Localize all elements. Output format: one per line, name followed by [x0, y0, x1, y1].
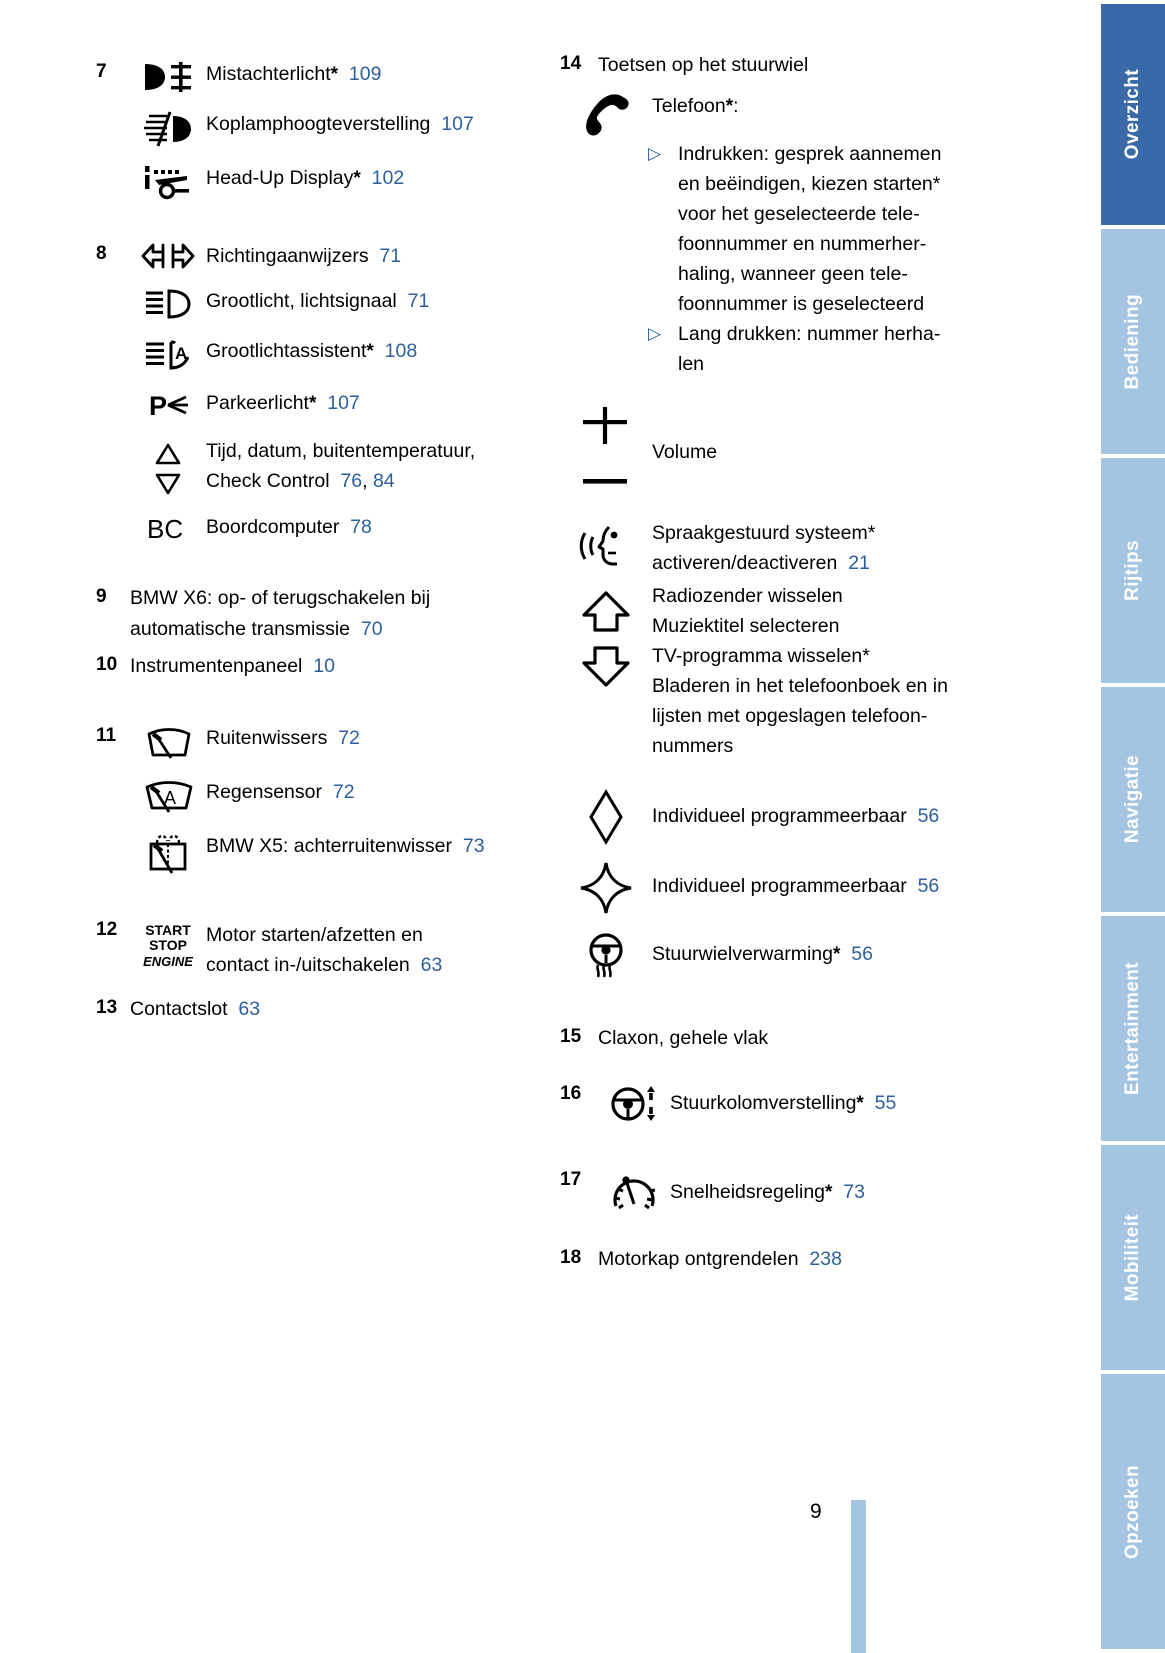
entry-row: [96, 335, 526, 373]
entry-text: Telefoon: [652, 95, 726, 117]
group-12: [96, 916, 526, 980]
optional-star: *: [366, 341, 374, 362]
entry-text: BMW X5: achterruitenwisser: [206, 835, 452, 857]
telephone-handset-icon: [560, 87, 652, 139]
entry-row: [96, 776, 526, 816]
item-number: 13: [96, 997, 118, 1018]
page-ref[interactable]: 56: [917, 875, 940, 897]
plus-icon: [583, 407, 627, 444]
entry-text: Regensensor: [206, 781, 322, 803]
page-ref[interactable]: 21: [848, 552, 870, 574]
arrow-down-icon: [584, 648, 628, 685]
entry-label: [206, 776, 526, 807]
board-computer-icon: [130, 511, 206, 543]
entry-label: [206, 162, 526, 194]
triangle-bullet-icon: ▷: [648, 324, 662, 343]
entry-text: Stuurwielverwarming: [652, 943, 833, 965]
optional-star: *: [330, 64, 339, 85]
entry-text: Grootlicht, lichtsignaal: [206, 290, 397, 312]
entry-row: [96, 830, 526, 876]
entry-row: [96, 387, 526, 421]
page-ref[interactable]: 55: [874, 1092, 897, 1114]
entry-text: Richtingaanwijzers: [206, 245, 369, 267]
group-14: [560, 50, 1015, 983]
group-15: [560, 1023, 1015, 1054]
tab-label: Mobiliteit: [1122, 1213, 1143, 1302]
entry-text-line2: automatische transmissie 70: [130, 618, 383, 640]
optional-star: *: [353, 168, 361, 189]
page-ref[interactable]: 102: [371, 167, 405, 189]
svg-text:STOP: STOP: [149, 937, 187, 953]
entry-label: [652, 787, 1015, 831]
svg-text:A: A: [164, 788, 177, 808]
entry-label: [206, 435, 526, 496]
tab-entertainment[interactable]: [1101, 916, 1165, 1141]
optional-star: *: [832, 944, 841, 965]
entry-text: Instrumentenpaneel: [130, 655, 303, 677]
item-number: 14: [560, 53, 582, 74]
page-ref[interactable]: 78: [350, 516, 372, 538]
svg-text:ENGINE: ENGINE: [143, 954, 193, 969]
svg-text:START: START: [145, 922, 191, 938]
entry-label: [206, 285, 526, 316]
four-point-star-icon: [560, 859, 652, 915]
entry-label: [670, 1166, 1015, 1208]
page-edge-marker: [851, 1500, 866, 1653]
entry-text: Individueel programmeerbaar: [652, 805, 907, 827]
entry-text: Motorkap ontgrendelen: [598, 1248, 799, 1270]
group-13: [96, 994, 526, 1025]
arrow-up-icon: [584, 593, 628, 630]
wiper-icon: [130, 722, 206, 762]
item-number: 9: [96, 586, 107, 607]
bullet-item: [644, 139, 1015, 319]
page-ref[interactable]: 71: [407, 290, 430, 312]
steering-column-adjust-icon: [598, 1080, 670, 1126]
item-number: 17: [560, 1169, 582, 1190]
entry-label: [206, 335, 526, 367]
item-number: 16: [560, 1083, 582, 1104]
group-7: [96, 58, 526, 200]
entry-label: [130, 583, 526, 645]
entry-label: Claxon, gehele vlak: [598, 1027, 769, 1049]
entry-row: [96, 285, 526, 321]
entry-label: [130, 651, 526, 682]
programmable-entry: [560, 859, 1015, 915]
entry-text-line1: Motor starten/afzetten en: [206, 924, 423, 946]
phone-label: Telefoon*:: [652, 95, 739, 117]
entry-text: Grootlichtassistent: [206, 340, 367, 362]
entry-label: [206, 387, 526, 419]
tab-opzoeken[interactable]: [1101, 1374, 1165, 1649]
turn-indicator-icon: [130, 240, 206, 270]
item-number: 11: [96, 725, 117, 746]
entry-label: [206, 511, 526, 542]
item-number: 7: [96, 61, 107, 82]
page-ref[interactable]: 72: [332, 781, 355, 803]
bullet-text: Indrukken: gesprek aannemen en beëindigen, kiezen starten* voor het geselecteerde tele- foonnummer en nummerher- haling, wanneer geen tele- foonnummer is geselecteerd: [678, 143, 942, 315]
svg-text:BC: BC: [147, 514, 184, 543]
entry-row: [96, 435, 526, 497]
item-number: 8: [96, 243, 107, 264]
page-ref[interactable]: 70: [360, 618, 383, 640]
page-ref[interactable]: 56: [851, 943, 873, 965]
optional-star: *: [308, 393, 317, 414]
steering-wheel-heating-icon: [560, 929, 652, 983]
page-ref[interactable]: 73: [843, 1181, 865, 1203]
tab-bediening[interactable]: [1101, 229, 1165, 454]
entry-label: [652, 929, 1015, 970]
optional-star: *: [725, 96, 734, 117]
group-title: Toetsen op het stuurwiel: [598, 54, 809, 76]
volume-label: Volume: [652, 441, 718, 463]
page-ref[interactable]: 108: [384, 340, 418, 362]
page-ref[interactable]: 56: [917, 805, 940, 827]
page-ref[interactable]: 238: [809, 1248, 842, 1270]
voice-control-icon: [560, 517, 652, 569]
group-11: [96, 722, 526, 876]
group-18: [560, 1244, 1015, 1275]
entry-text: Boordcomputer: [206, 516, 340, 538]
entry-label: [206, 58, 526, 90]
tab-label: Navigatie: [1122, 755, 1143, 844]
item-number: 10: [96, 654, 118, 675]
page-ref[interactable]: 107: [327, 392, 360, 414]
entry-text-line2: contact in-/uitschakelen 63: [206, 954, 443, 976]
tab-overzicht[interactable]: [1101, 4, 1165, 225]
page-ref[interactable]: 63: [420, 954, 443, 976]
entry-label: [652, 859, 1015, 901]
page-number: 9: [810, 1500, 822, 1523]
right-column: [560, 50, 1015, 1275]
entry-label: [130, 994, 526, 1025]
entry-label: [206, 240, 526, 271]
page-ref[interactable]: 76: [340, 470, 363, 492]
minus-icon: [583, 479, 627, 484]
svg-text:A: A: [175, 344, 188, 363]
item-number: 18: [560, 1247, 582, 1268]
page-ref[interactable]: 72: [338, 727, 360, 749]
entry-text: Ruitenwissers: [206, 727, 328, 749]
tab-label: Entertainment: [1122, 962, 1143, 1095]
item-number: 15: [560, 1026, 582, 1047]
updown-entry: [560, 580, 1015, 761]
group-8: [96, 240, 526, 543]
entry-label: [206, 108, 526, 139]
entry-text-line2: activeren/deactiveren 21: [652, 552, 870, 574]
page-ref[interactable]: 71: [379, 245, 402, 267]
entry-row: [96, 511, 526, 543]
group-14-title-row: [560, 50, 1015, 81]
page-ref[interactable]: 10: [313, 655, 335, 677]
cruise-control-icon: [598, 1166, 670, 1218]
entry-text: Mistachterlicht: [206, 63, 331, 85]
entry-row: [96, 58, 526, 94]
tab-label: Rijtips: [1122, 540, 1143, 601]
rear-wiper-icon: [130, 830, 206, 876]
entry-row: [96, 162, 526, 200]
phone-entry: [560, 87, 1015, 139]
diamond-icon: [560, 787, 652, 845]
heating-entry: [560, 929, 1015, 983]
group-9: [96, 583, 526, 645]
chapter-tab-rail: [1101, 0, 1165, 1653]
page-ref[interactable]: 63: [238, 998, 261, 1020]
entry-text-line1: Spraakgestuurd systeem*: [652, 522, 876, 544]
entry-text: Stuurkolomverstelling: [670, 1092, 857, 1114]
entry-row: [96, 722, 526, 762]
rear-fog-light-icon: [130, 58, 206, 94]
item-number: 12: [96, 919, 118, 940]
updown-label: Radiozender wisselen Muziektitel selecteren TV-programma wisselen* Bladeren in het telefoonboek en in lijsten met opgeslagen telefoon- nummers: [652, 585, 948, 757]
entry-text: Head-Up Display: [206, 167, 354, 189]
optional-star: *: [856, 1093, 864, 1114]
tab-rijtips[interactable]: [1101, 458, 1165, 683]
entry-row: [96, 108, 526, 148]
bullet-item: [644, 319, 1015, 379]
high-beam-icon: [130, 285, 206, 321]
group-16: [560, 1080, 1015, 1126]
bullet-text: Lang drukken: nummer herha- len: [678, 323, 941, 375]
page-ref[interactable]: 73: [462, 835, 485, 857]
tab-label: Bediening: [1122, 293, 1143, 390]
start-stop-engine-icon: [130, 916, 206, 972]
entry-label: [206, 916, 526, 980]
left-column: [96, 58, 526, 1025]
entry-label: [206, 722, 526, 753]
headlight-range-control-icon: [130, 108, 206, 148]
entry-text: Parkeerlicht: [206, 392, 309, 414]
optional-star: *: [825, 1182, 833, 1203]
entry-text-line1: Tijd, datum, buitentemperatuur,: [206, 440, 476, 462]
tab-navigatie[interactable]: [1101, 687, 1165, 912]
updown-icons: [560, 580, 652, 690]
tab-label: Overzicht: [1122, 69, 1143, 160]
entry-text: Snelheidsregeling: [670, 1181, 826, 1203]
entry-text-line1: BMW X6: op- of terugschakelen bij: [130, 587, 431, 609]
volume-icons: [560, 405, 652, 503]
rain-sensor-icon: [130, 776, 206, 816]
entry-text: Individueel programmeerbaar: [652, 875, 907, 897]
volume-entry: [560, 405, 1015, 503]
page-ref-2[interactable]: 84: [372, 470, 395, 492]
triangle-bullet-icon: ▷: [648, 144, 662, 163]
page-ref[interactable]: 107: [441, 113, 474, 135]
group-17: [560, 1166, 1015, 1218]
page-ref[interactable]: 109: [348, 63, 382, 85]
high-beam-assistant-icon: [130, 335, 206, 373]
entry-label: [598, 1244, 1015, 1275]
voice-entry: [560, 517, 1015, 578]
tab-label: Opzoeken: [1122, 1464, 1143, 1559]
group-10: [96, 651, 526, 682]
tab-mobiliteit[interactable]: [1101, 1145, 1165, 1370]
entry-text: Contactslot: [130, 998, 228, 1020]
phone-bullets: [560, 139, 1015, 379]
entry-label: [206, 830, 526, 861]
svg-text:P: P: [149, 391, 168, 421]
entry-row: [96, 240, 526, 271]
up-down-arrows-icon: [130, 435, 206, 497]
head-up-display-icon: [130, 162, 206, 200]
programmable-entry: [560, 787, 1015, 845]
voice-label: [652, 517, 1015, 578]
entry-label: [670, 1080, 1015, 1119]
entry-text: Koplamphoogteverstelling: [206, 113, 431, 135]
parking-light-icon: [130, 387, 206, 421]
entry-text-line2: Check Control 76, 84: [206, 470, 395, 492]
